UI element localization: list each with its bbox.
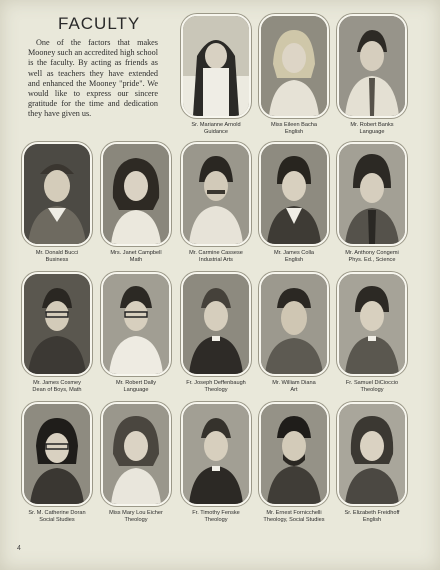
faculty-name: Miss Mary Lou Eicher xyxy=(109,510,163,516)
portrait-photo xyxy=(101,402,171,506)
faculty-card xyxy=(180,402,252,523)
portrait-photo xyxy=(259,142,329,246)
faculty-name: Mr. Robert Banks xyxy=(350,122,394,128)
faculty-subject: Theology xyxy=(360,386,384,393)
portrait-photo xyxy=(337,142,407,246)
faculty-name: Mr. James Cosmey xyxy=(33,380,81,386)
faculty-subject: Theology xyxy=(204,516,228,523)
portrait-photo xyxy=(337,402,407,506)
faculty-name: Mr. William Diana xyxy=(272,380,316,386)
faculty-card xyxy=(21,272,93,393)
faculty-card xyxy=(21,142,93,263)
faculty-name: Mr. Robert Dally xyxy=(115,380,157,386)
faculty-card xyxy=(180,14,252,135)
portrait-photo xyxy=(337,14,407,118)
faculty-card xyxy=(336,142,408,263)
faculty-card xyxy=(336,14,408,135)
faculty-name: Sr. M. Catherine Doran xyxy=(28,510,86,516)
faculty-card xyxy=(336,402,408,523)
faculty-name: Mr. Carmine Cassese xyxy=(189,250,243,256)
faculty-card xyxy=(258,14,330,135)
portrait-photo xyxy=(101,272,171,376)
faculty-card xyxy=(100,402,172,523)
faculty-name: Fr. Joseph Deffenbaugh xyxy=(186,380,246,386)
faculty-name: Mr. James Colla xyxy=(273,250,315,256)
portrait-photo xyxy=(259,14,329,118)
faculty-card xyxy=(21,402,93,523)
faculty-name: Sr. Elizabeth Freidhoff xyxy=(344,510,400,516)
portrait-photo xyxy=(181,14,251,118)
portrait-photo xyxy=(22,402,92,506)
faculty-subject: Guidance xyxy=(204,128,228,135)
page-number: 4 xyxy=(17,545,21,552)
faculty-card xyxy=(100,272,172,393)
portrait-photo xyxy=(181,142,251,246)
faculty-subject: Theology, Social Studies xyxy=(263,516,325,523)
portrait-photo xyxy=(22,142,92,246)
faculty-name: Mr. Ernest Fornicchelli xyxy=(266,510,322,516)
faculty-subject: Theology xyxy=(204,386,228,393)
faculty-subject: Industrial Arts xyxy=(199,256,233,263)
faculty-subject: Art xyxy=(290,386,298,393)
faculty-subject: Math xyxy=(129,256,143,263)
faculty-card xyxy=(258,402,330,523)
faculty-subject: English xyxy=(284,256,304,263)
faculty-name: Fr. Timothy Fenske xyxy=(192,510,240,516)
faculty-card xyxy=(258,142,330,263)
faculty-card xyxy=(180,142,252,263)
portrait-photo xyxy=(181,402,251,506)
faculty-card xyxy=(100,142,172,263)
faculty-card xyxy=(180,272,252,393)
portrait-photo xyxy=(259,402,329,506)
faculty-name: Mrs. Janet Campbell xyxy=(110,250,162,256)
portrait-photo xyxy=(101,142,171,246)
faculty-subject: Language xyxy=(359,128,385,135)
portrait-photo xyxy=(181,272,251,376)
faculty-card xyxy=(258,272,330,393)
faculty-subject: English xyxy=(284,128,304,135)
faculty-subject: Business xyxy=(45,256,69,263)
portrait-photo xyxy=(22,272,92,376)
page-title: FACULTY xyxy=(58,14,141,33)
faculty-name: Mr. Donald Bucci xyxy=(35,250,79,256)
faculty-subject: English xyxy=(362,516,382,523)
portrait-photo xyxy=(337,272,407,376)
faculty-subject: Dean of Boys, Math xyxy=(32,386,82,393)
faculty-subject: Phys. Ed., Science xyxy=(348,256,396,263)
faculty-name: Sr. Marianne Arnold xyxy=(191,122,241,128)
faculty-subject: Theology xyxy=(124,516,148,523)
faculty-card xyxy=(336,272,408,393)
portrait-photo xyxy=(259,272,329,376)
faculty-name: Mr. Anthony Congemi xyxy=(345,250,399,256)
faculty-name: Fr. Samuel DiCioccio xyxy=(345,380,399,386)
faculty-subject: Social Studies xyxy=(39,516,75,523)
faculty-name: Miss Eileen Bacha xyxy=(270,122,317,128)
faculty-subject: Language xyxy=(123,386,149,393)
intro-paragraph: One of the factors that makes Mooney such an accredited high school is the faculty. By acting as friends as well as teachers they have extended and enhanced the Mooney "pride". We would like to express our sincere gratitude for the time and dedication they have given us. xyxy=(28,38,158,119)
